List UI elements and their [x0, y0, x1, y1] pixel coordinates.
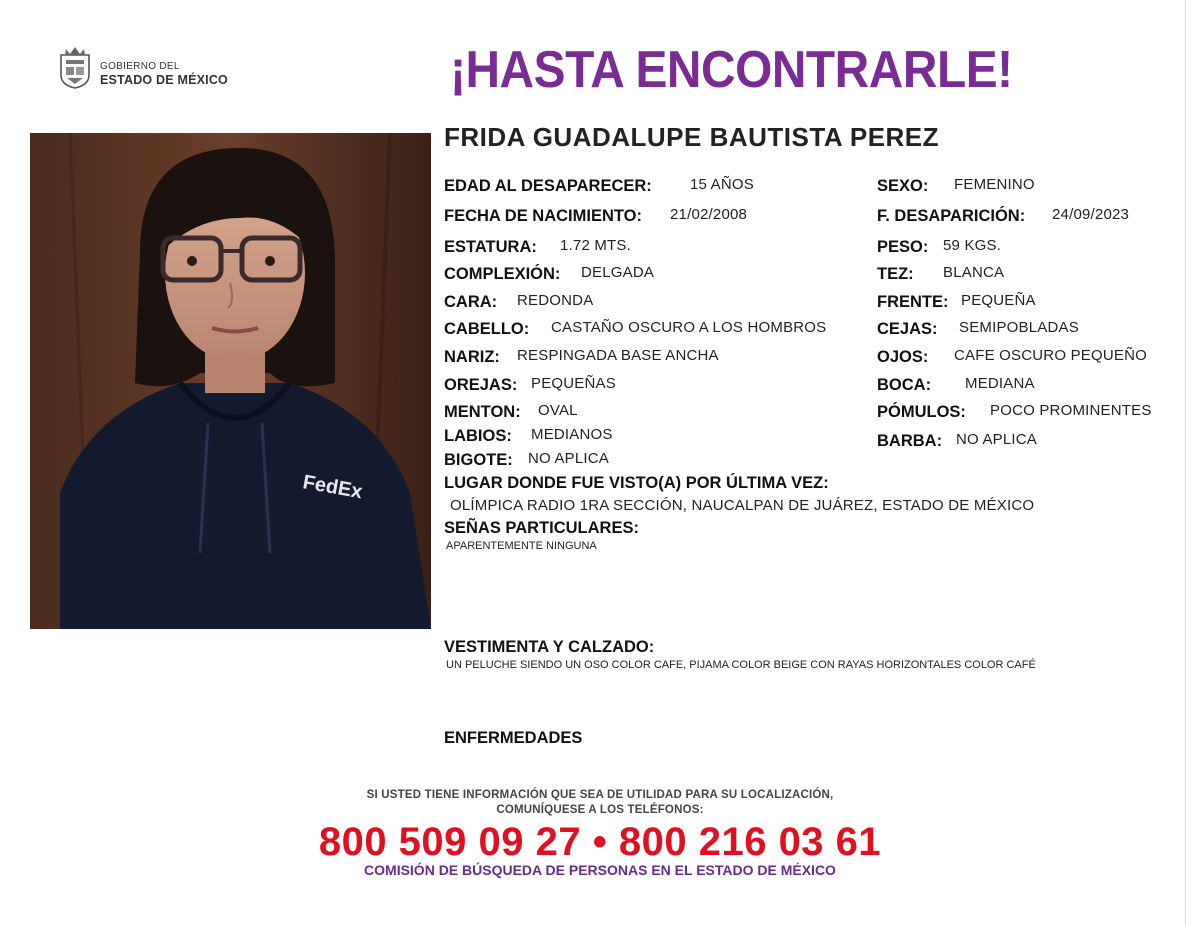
field-label-eyebrows: CEJAS: [877, 320, 938, 338]
field-label-ears: OREJAS: [444, 376, 518, 394]
person-photo [30, 133, 431, 629]
agency-line-2: ESTADO DE MÉXICO [100, 73, 228, 87]
field-label-weight: PESO: [877, 238, 929, 256]
field-label-build: COMPLEXIÓN: [444, 265, 561, 283]
field-value-nose: RESPINGADA BASE ANCHA [517, 347, 719, 364]
field-value-beard: NO APLICA [956, 431, 1037, 448]
headline: ¡HASTA ENCONTRARLE! [450, 41, 1013, 99]
field-label-hair: CABELLO: [444, 320, 530, 338]
field-value-face: REDONDA [517, 292, 594, 309]
svg-text:FedEx: FedEx [301, 471, 365, 504]
last-seen-label: LUGAR DONDE FUE VISTO(A) POR ÚLTIMA VEZ: [444, 474, 829, 492]
field-label-birthdate: FECHA DE NACIMIENTO: [444, 207, 642, 225]
state-seal-icon [58, 45, 92, 89]
field-value-lips: MEDIANOS [531, 426, 613, 443]
field-value-chin: OVAL [538, 402, 578, 419]
field-label-disappearance-date: F. DESAPARICIÓN: [877, 207, 1026, 225]
last-seen-value: OLÍMPICA RADIO 1RA SECCIÓN, NAUCALPAN DE JUÁREZ, ESTADO DE MÉXICO [450, 497, 1035, 514]
clothing-value: UN PELUCHE SIENDO UN OSO COLOR CAFE, PIJAMA COLOR BEIGE CON RAYAS HORIZONTALES COLOR CAFÉ [446, 659, 1036, 671]
commission-name: COMISIÓN DE BÚSQUEDA DE PERSONAS EN EL ESTADO DE MÉXICO [364, 862, 836, 878]
person-name: FRIDA GUADALUPE BAUTISTA PEREZ [444, 122, 940, 152]
field-value-weight: 59 KGS. [943, 237, 1002, 254]
field-value-age: 15 AÑOS [690, 176, 754, 193]
field-label-beard: BARBA: [877, 432, 943, 450]
field-label-chin: MENTON: [444, 403, 521, 421]
field-label-complexion: TEZ: [877, 265, 914, 283]
field-value-complexion: BLANCA [943, 264, 1005, 281]
field-value-hair: CASTAÑO OSCURO A LOS HOMBROS [551, 319, 827, 336]
field-label-lips: LABIOS: [444, 427, 512, 445]
field-label-height: ESTATURA: [444, 238, 537, 256]
field-label-face: CARA: [444, 293, 498, 311]
field-value-ears: PEQUEÑAS [531, 375, 616, 392]
field-label-eyes: OJOS: [877, 348, 929, 366]
government-logo [58, 45, 248, 93]
contact-info-line-2: COMUNÍQUESE A LOS TELÉFONOS: [496, 804, 704, 816]
field-label-nose: NARIZ: [444, 348, 500, 366]
field-value-cheekbones: POCO PROMINENTES [990, 402, 1152, 419]
field-label-forehead: FRENTE: [877, 293, 949, 311]
portrait-icon [30, 133, 431, 629]
field-value-birthdate: 21/02/2008 [670, 206, 748, 223]
field-value-build: DELGADA [581, 264, 655, 281]
field-value-sex: FEMENINO [954, 176, 1035, 193]
diseases-label: ENFERMEDADES [444, 729, 583, 747]
field-value-mouth: MEDIANA [965, 375, 1035, 392]
field-label-mouth: BOCA: [877, 376, 932, 394]
field-value-forehead: PEQUEÑA [961, 292, 1036, 309]
field-label-age: EDAD AL DESAPARECER: [444, 177, 652, 195]
field-value-eyebrows: SEMIPOBLADAS [959, 319, 1079, 336]
field-label-cheekbones: PÓMULOS: [877, 403, 966, 421]
agency-line-1: GOBIERNO DEL [100, 61, 180, 72]
field-label-mustache: BIGOTE: [444, 451, 513, 469]
field-label-sex: SEXO: [877, 177, 929, 195]
field-value-disappearance-date: 24/09/2023 [1052, 206, 1130, 223]
phone-numbers: 800 509 09 27 • 800 216 03 61 [318, 820, 882, 864]
clothing-label: VESTIMENTA Y CALZADO: [444, 638, 655, 656]
contact-info-text [300, 788, 900, 818]
field-value-height: 1.72 MTS. [560, 237, 631, 254]
marks-value: APARENTEMENTE NINGUNA [446, 540, 597, 552]
field-value-eyes: CAFE OSCURO PEQUEÑO [954, 347, 1147, 364]
field-value-mustache: NO APLICA [528, 450, 609, 467]
marks-label: SEÑAS PARTICULARES: [444, 519, 639, 537]
frame-border [1185, 0, 1186, 925]
contact-info-line-1: SI USTED TIENE INFORMACIÓN QUE SEA DE UTILIDAD PARA SU LOCALIZACIÓN, [366, 789, 834, 801]
